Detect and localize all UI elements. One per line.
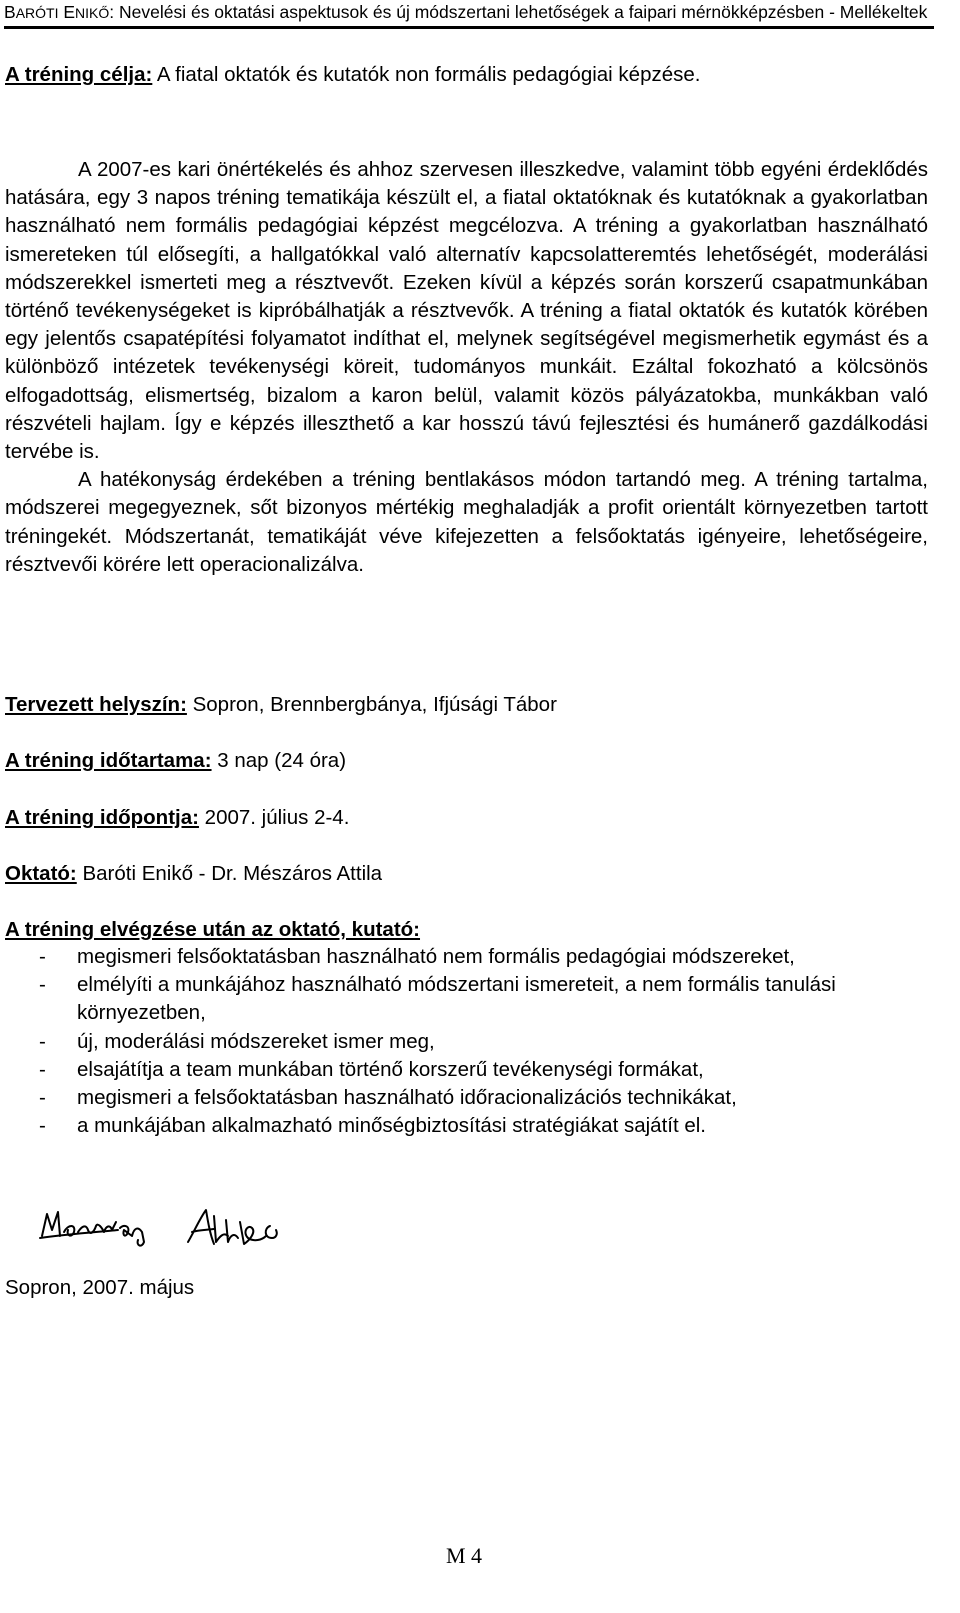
goal-line <box>5 61 700 89</box>
goal-value: A fiatal oktatók és kutatók non formális pedagógiai képzése. <box>152 63 701 86</box>
list-item-text: a munkájában alkalmazható minőségbiztosítási stratégiákat sajátít el. <box>77 1114 707 1138</box>
outcomes-heading <box>5 916 420 944</box>
place-and-date: Sopron, 2007. május <box>5 1276 195 1299</box>
author-rest-e: NIKŐ <box>75 5 110 21</box>
header-title: : Nevelési és oktatási aspektusok és új módszertani lehetőségek a faipari mérnökképzésben - Mellékeltek <box>109 2 928 22</box>
list-dash: - <box>39 945 46 968</box>
list-item <box>5 971 930 1027</box>
list-item <box>5 1056 930 1084</box>
list-dash: - <box>39 973 46 997</box>
list-item-text: megismeri a felsőoktatásban használható időracionalizációs technikákat, <box>77 1086 737 1110</box>
running-header <box>4 2 927 23</box>
duration-label: A tréning időtartama: <box>5 749 212 772</box>
list-item <box>5 1112 930 1140</box>
list-item <box>5 943 930 971</box>
author-rest-b: ARÓTI <box>15 5 59 21</box>
goal-label: A tréning célja: <box>5 63 153 86</box>
page-number: M 4 <box>446 1543 483 1568</box>
author-initial-e: E <box>63 2 76 22</box>
list-item <box>5 1028 930 1056</box>
list-dash: - <box>39 1029 46 1053</box>
date-line <box>5 804 349 832</box>
paragraph-2: A hatékonyság érdekében a tréning bentlakásos módon tartandó meg. A tréning tartalma, módszerei megegyeznek, sőt bizonyos mértékig meghaladják a profit orientált környezetben tartott tréningekét. Módszertanát, tematikáját véve kifejezetten a felsőoktatás igényeire, lehetőségeire, résztvevői körére lett operacionalizálva. <box>5 468 928 576</box>
date-value: 2007. július 2-4. <box>198 806 350 829</box>
location-line <box>5 691 557 719</box>
handwritten-signature <box>38 1202 288 1252</box>
list-item-text: új, moderálási módszereket ismer meg, <box>77 1029 435 1053</box>
instructor-value: Baróti Enikő - Dr. Mészáros Attila <box>76 862 383 885</box>
instructor-label: Oktató: <box>5 862 77 885</box>
header-rule <box>4 26 934 29</box>
list-dash: - <box>39 1086 46 1110</box>
location-label: Tervezett helyszín: <box>5 693 187 716</box>
list-item-text: elmélyíti a munkájához használható módszertani ismereteit, a nem formális tanulási környezetben, <box>77 973 836 1025</box>
instructor-line <box>5 860 382 888</box>
outcomes-label: A tréning elvégzése után az oktató, kutató: <box>5 918 421 941</box>
paragraph-1: A 2007-es kari önértékelés és ahhoz szervesen illeszkedve, valamint több egyéni érdeklődés hatására, egy 3 napos tréning tematikája készült el, a fiatal oktatóknak és kutatóknak a gyakorlatban használható nem formális pedagógiai képzést megcélozva. A tréning a gyakorlatban használható ismereteken túl elősegíti, a hallgatókkal való alternatív kapcsolatteremtés lehetőségét, moderálási módszerekkel ismerteti meg a résztvevőt. Ezeken kívül a képzés során korszerű csapatmunkában történő tevékenységeket is kipróbálhatják a résztvevők. A tréning a fiatal oktatók és kutatók körében egy jelentős csapatépítési folyamatot indíthat el, melynek segítségével megismerhetik egymást és a különböző intézetek tevékenységi köreit, tudományos munkáit. Ezáltal fokozható a kölcsönös elfogadottság, elismertség, bizalom a karon belül, valamit közös pályázatokba, munkákban való részvételi hajlam. Így e képzés illeszthető a kar hosszú távú fejlesztési és humánerő gazdálkodási tervébe is. <box>5 158 928 464</box>
outcomes-list <box>5 943 930 1140</box>
body-text <box>5 156 928 579</box>
list-item-text: megismeri felsőoktatásban használható nem formális pedagógiai módszereket, <box>77 945 795 968</box>
author-initial-b: B <box>4 2 16 22</box>
location-value: Sopron, Brennbergbánya, Ifjúsági Tábor <box>186 693 557 716</box>
date-label: A tréning időpontja: <box>5 806 199 829</box>
list-item-text: elsajátítja a team munkában történő korszerű tevékenységi formákat, <box>77 1057 704 1081</box>
duration-line <box>5 747 346 775</box>
duration-value: 3 nap (24 óra) <box>211 749 347 772</box>
page-header <box>4 0 934 30</box>
list-dash: - <box>39 1057 46 1081</box>
list-item <box>5 1084 930 1112</box>
list-dash: - <box>39 1114 46 1138</box>
